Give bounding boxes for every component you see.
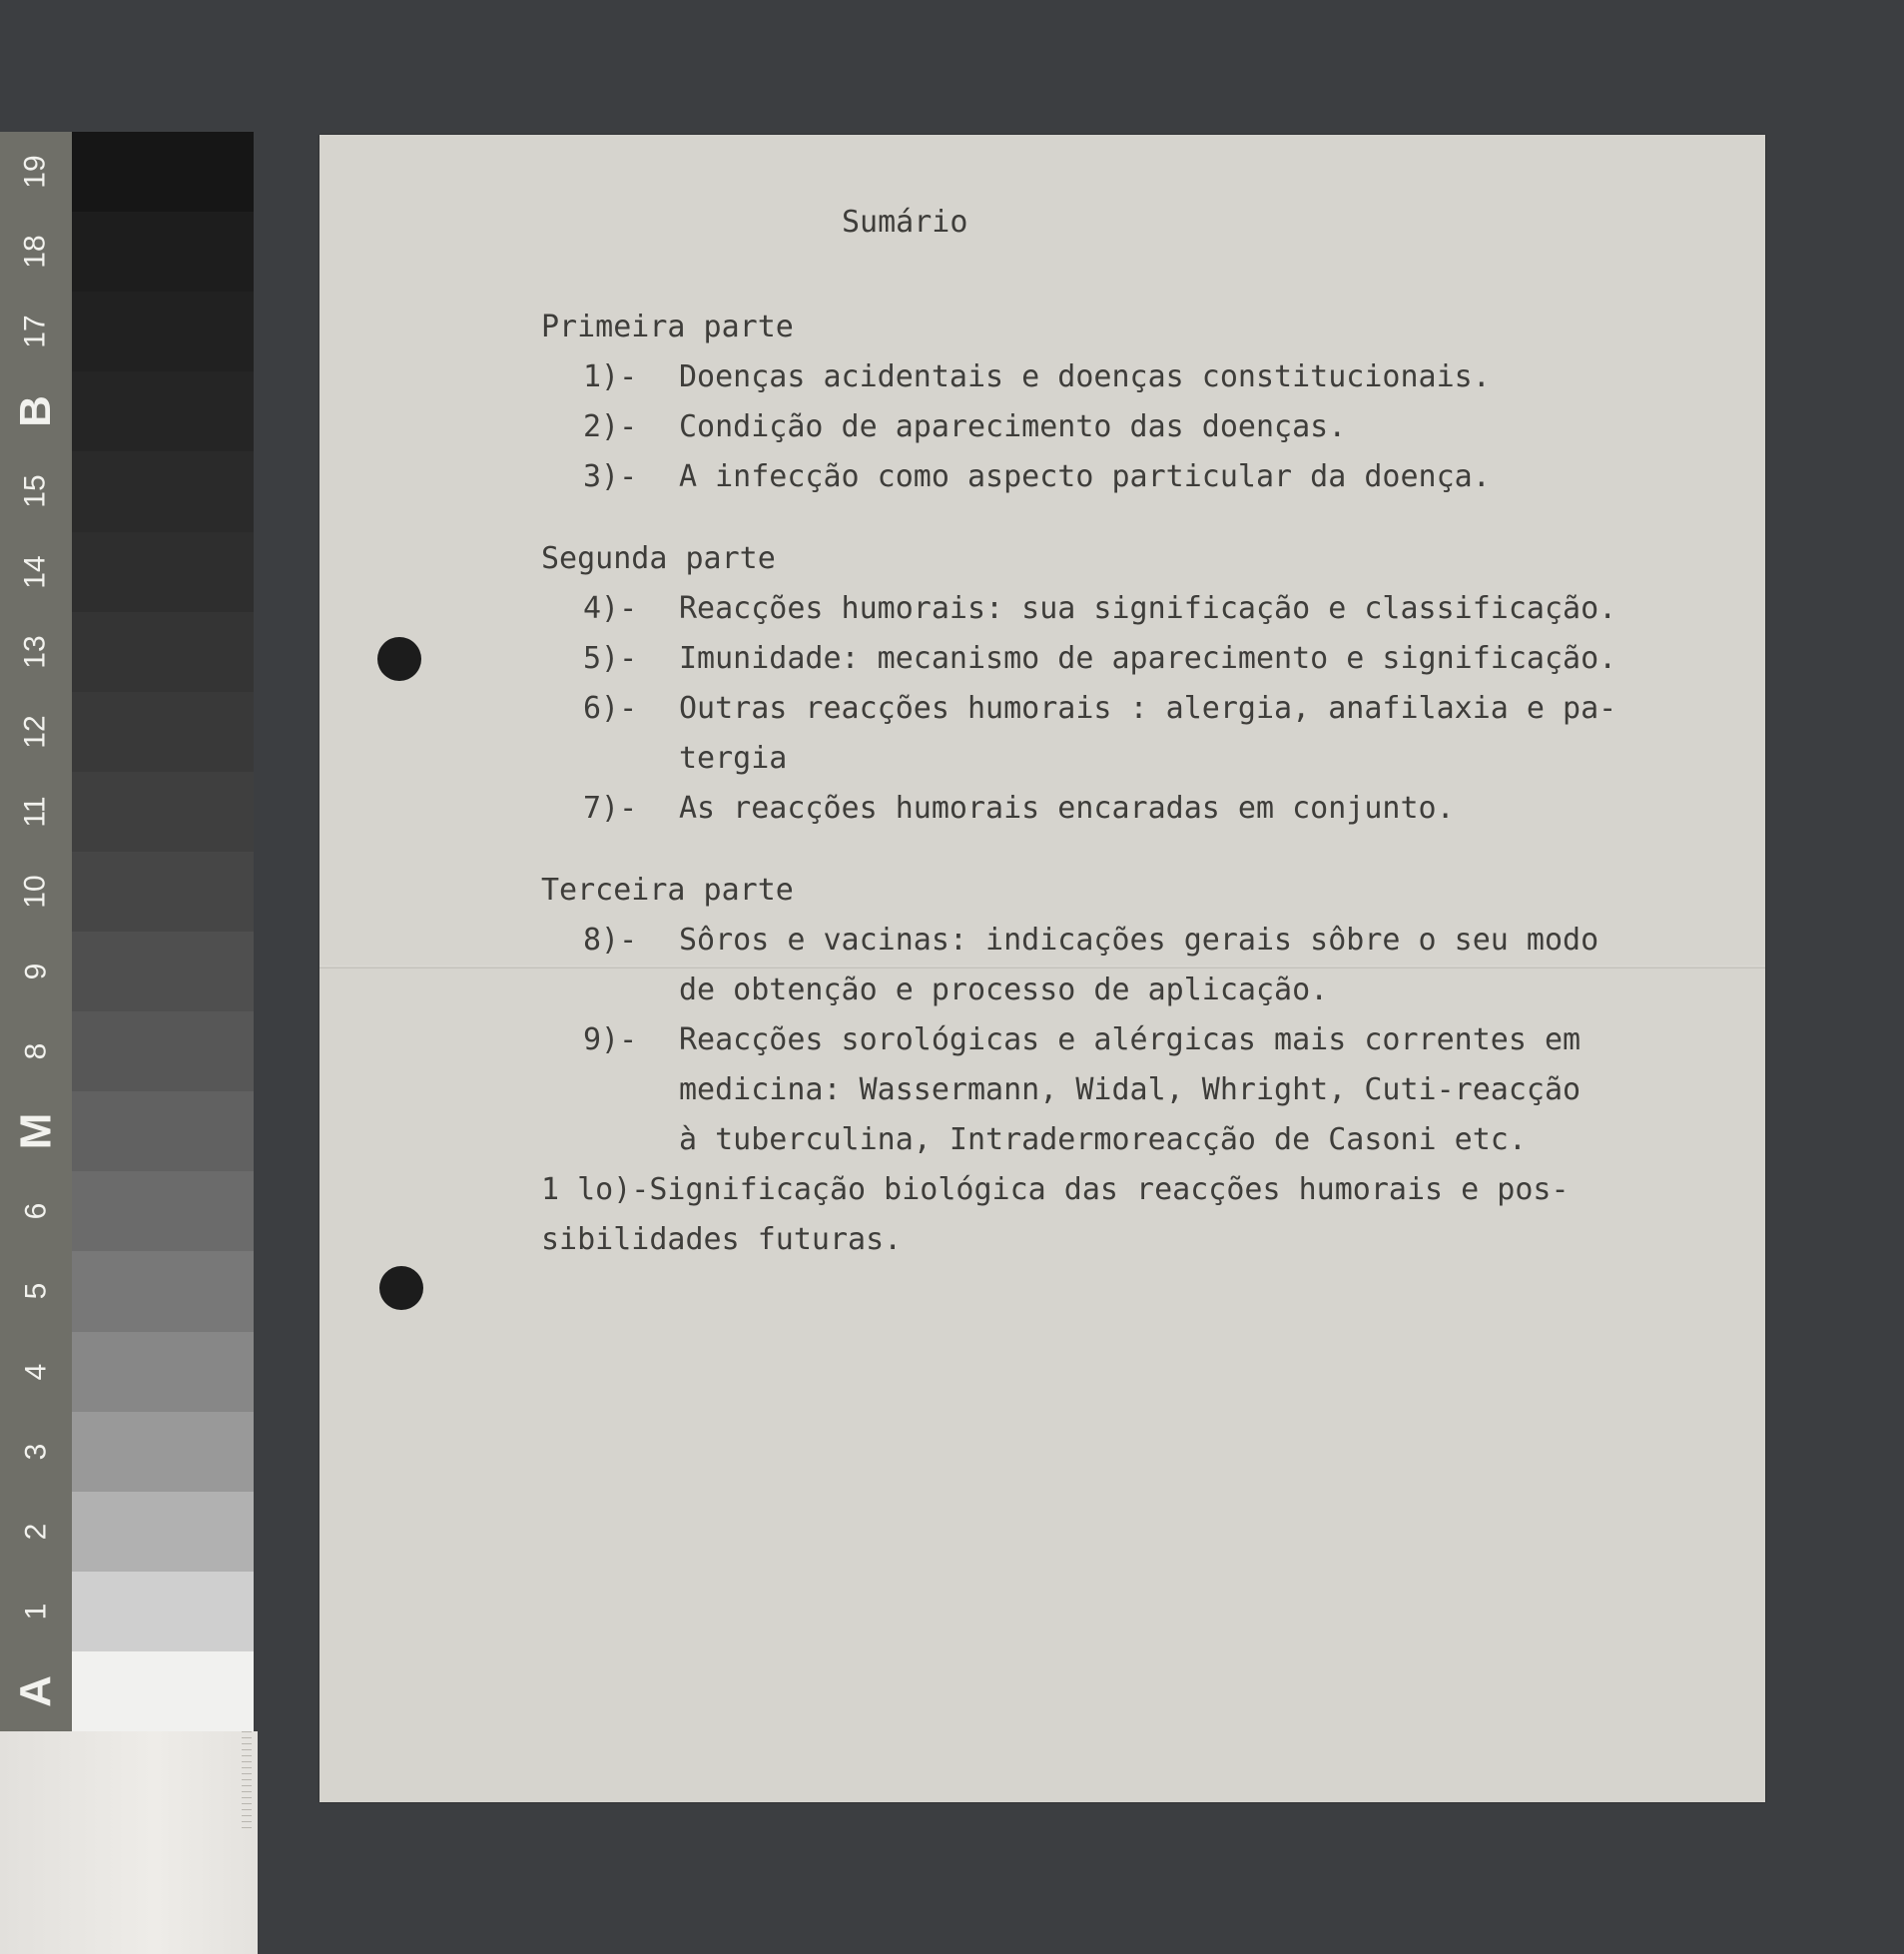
item-text: Doenças acidentais e doenças constitucionais. — [679, 359, 1491, 394]
document-page — [319, 135, 1765, 1802]
grey-patch — [72, 772, 254, 853]
list-item — [541, 684, 1739, 734]
item-text: Outras reacções humorais : alergia, anafilaxia e pa- — [679, 691, 1617, 726]
scale-number — [0, 132, 72, 212]
grey-patch — [72, 451, 254, 532]
grey-patch — [72, 1332, 254, 1413]
scale-number — [0, 852, 72, 932]
scale-number — [0, 1651, 72, 1731]
scale-number — [0, 212, 72, 292]
section-list — [541, 303, 1739, 1165]
item-number: 1)- — [583, 359, 638, 394]
item-text: A infecção como aspecto particular da doença. — [679, 459, 1491, 494]
scale-number — [0, 451, 72, 531]
item-text: Condição de aparecimento das doenças. — [679, 409, 1347, 444]
final-item-line: sibilidades futuras. — [541, 1222, 903, 1257]
grey-patch — [72, 212, 254, 293]
grey-patch — [72, 932, 254, 1012]
item-text: Sôros e vacinas: indicações gerais sôbre o seu modo — [679, 923, 1599, 958]
scale-number — [0, 532, 72, 612]
section-heading: Primeira parte — [541, 310, 794, 344]
grey-patch — [72, 1572, 254, 1652]
grey-patch — [72, 1011, 254, 1092]
grey-patch — [72, 692, 254, 773]
summary-body — [541, 303, 1739, 1265]
scale-number — [0, 932, 72, 1011]
section — [541, 866, 1739, 1165]
scale-number — [0, 371, 72, 451]
section-heading: Segunda parte — [541, 541, 776, 576]
scale-number-label: 12 — [19, 715, 52, 749]
list-item — [541, 402, 1739, 452]
scale-number-label: 3 — [19, 1443, 52, 1460]
scale-number — [0, 1171, 72, 1251]
ruler-strip — [0, 1731, 258, 1954]
grey-patch — [72, 532, 254, 613]
scale-number-label: 17 — [19, 315, 52, 348]
scale-number — [0, 1572, 72, 1651]
section — [541, 303, 1739, 502]
scale-number-label: 15 — [19, 474, 52, 509]
grey-patch — [72, 1492, 254, 1573]
scale-number-label: A — [11, 1675, 60, 1707]
item-text: Imunidade: mecanismo de aparecimento e significação. — [679, 641, 1617, 676]
item-number: 3)- — [583, 459, 638, 494]
scale-number-label: 19 — [19, 155, 52, 189]
page-title: Sumário — [842, 205, 968, 240]
grey-patch — [72, 1412, 254, 1493]
grey-patch — [72, 612, 254, 693]
scale-number-label: 4 — [19, 1363, 52, 1380]
item-number: 2)- — [583, 409, 638, 444]
punch-hole-top — [377, 637, 421, 681]
ruler-ticks — [242, 1731, 252, 1831]
scale-number — [0, 1091, 72, 1171]
grey-patch — [72, 1171, 254, 1252]
final-item — [541, 1165, 1739, 1265]
grey-patch — [72, 292, 254, 372]
list-item — [541, 634, 1739, 684]
item-number: 7)- — [583, 791, 638, 826]
list-item — [541, 452, 1739, 502]
scale-number — [0, 1011, 72, 1091]
list-item — [541, 1015, 1739, 1065]
scale-number — [0, 1251, 72, 1331]
item-number: 6)- — [583, 691, 638, 726]
item-continuation: tergia — [679, 741, 788, 776]
section-heading: Terceira parte — [541, 873, 794, 908]
grey-patch — [72, 132, 254, 213]
scale-number — [0, 772, 72, 852]
list-item — [541, 352, 1739, 402]
scale-number-label: 1 — [19, 1603, 52, 1621]
scale-number-label: M — [11, 1112, 60, 1150]
item-continuation: à tuberculina, Intradermoreacção de Casoni etc. — [679, 1122, 1527, 1157]
scale-number — [0, 1412, 72, 1492]
scale-number-label: 9 — [19, 963, 52, 980]
grey-patch — [72, 852, 254, 933]
scale-number-label: 5 — [19, 1283, 52, 1300]
scale-number — [0, 1492, 72, 1572]
item-number: 8)- — [583, 923, 638, 958]
list-item — [541, 916, 1739, 966]
item-number: 9)- — [583, 1022, 638, 1057]
list-item — [541, 584, 1739, 634]
final-item-line: 1 lo)-Significação biológica das reacções humorais e pos- — [541, 1172, 1570, 1207]
item-number: 4)- — [583, 591, 638, 626]
item-text: Reacções humorais: sua significação e classificação. — [679, 591, 1617, 626]
item-continuation: de obtenção e processo de aplicação. — [679, 973, 1329, 1007]
scale-number-label: 10 — [19, 875, 52, 909]
section — [541, 534, 1739, 834]
scale-number — [0, 612, 72, 692]
list-item — [541, 784, 1739, 834]
scale-number-label: 8 — [19, 1042, 52, 1060]
punch-hole-bottom — [379, 1266, 423, 1310]
scale-number-label: 6 — [19, 1203, 52, 1220]
item-number: 5)- — [583, 641, 638, 676]
scale-number-label: 2 — [19, 1523, 52, 1541]
item-text: Reacções sorológicas e alérgicas mais correntes em — [679, 1022, 1582, 1057]
grey-patch — [72, 1251, 254, 1332]
scale-number-label: 18 — [19, 235, 52, 269]
scale-number-column — [0, 132, 72, 1731]
scale-number-label: 11 — [19, 796, 52, 828]
grey-patch — [72, 1651, 254, 1732]
item-text: As reacções humorais encaradas em conjunto. — [679, 791, 1455, 826]
scale-number — [0, 292, 72, 371]
item-continuation: medicina: Wassermann, Widal, Whright, Cuti-reacção — [679, 1072, 1582, 1107]
scale-number-label: 13 — [19, 634, 52, 669]
scale-patch-column — [72, 132, 254, 1731]
grey-patch — [72, 1091, 254, 1172]
scale-number-label: 14 — [19, 554, 52, 589]
scale-number-label: B — [11, 395, 60, 428]
scale-number — [0, 1332, 72, 1412]
grey-patch — [72, 371, 254, 452]
grey-scale-target — [0, 132, 254, 1731]
scale-number — [0, 692, 72, 772]
